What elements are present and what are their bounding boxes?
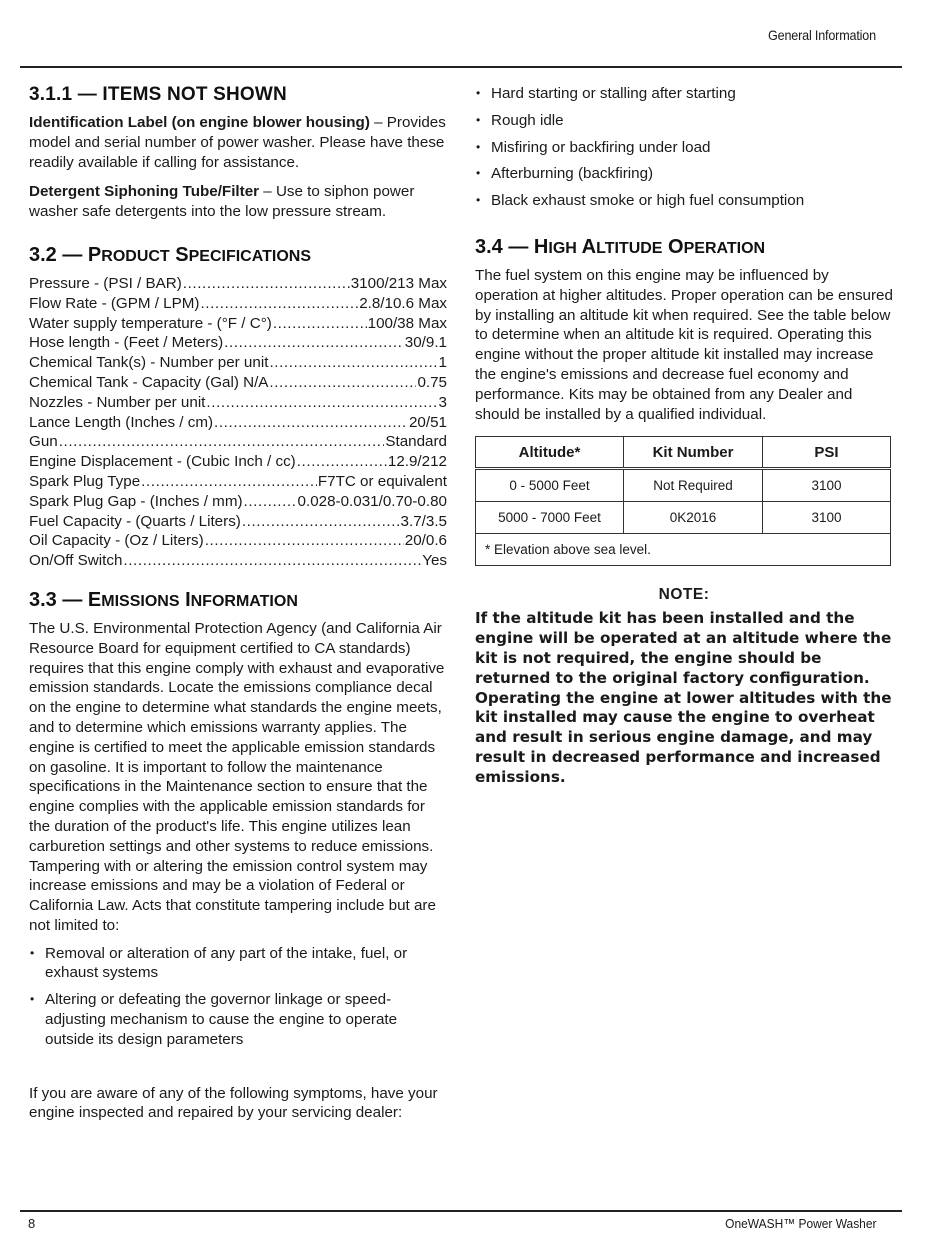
spec-value: 100/38 Max [367,314,447,332]
emissions-body: The U.S. Environmental Protection Agency (and California Air Resource Board for equipment certified to CA standards) requires that this engine comply with exhaust and evaporative emission standards. Locate the emissions compliance decal on the engine to determine what standards the engine meets, and to determine which emissions warranty applies. The engine is certified to meet the applicable emission standards on gasoline. It is important to follow the maintenance specifications in the Maintenance section to ensure that the engine complies with the applicable emission standards for the duration of the product's life. This engine utilizes lean carburetion settings and other systems to reduce emissions. Tampering with or altering the emission control system may increase emissions and may be a violation of Federal or California Law. Acts that constitute tampering include but are not limited to: [29,619,445,934]
spec-row [29,294,447,314]
spec-leader-dots [59,432,385,452]
spec-leader-dots [214,413,408,433]
spec-value: Standard [385,433,447,451]
heading-items-not-shown: 3.1.1 — ITEMS NOT SHOWN [29,84,287,105]
spec-value: 3.7/3.5 [400,512,447,530]
spec-label: Hose length - (Feet / Meters) [29,334,224,352]
spec-label: Fuel Capacity - (Quarts / Liters) [29,512,241,530]
spec-label: On/Off Switch [29,552,123,570]
spec-label: Lance Length (Inches / cm) [29,413,214,431]
heading-smallcaps: MISSIONS [101,592,180,610]
spec-value: 0.75 [417,373,447,391]
spec-leader-dots [200,294,358,314]
spec-leader-dots [269,353,437,373]
table-cell: 0 - 5000 Feet [476,469,624,502]
spec-row [29,314,447,334]
symptoms-list [475,84,893,211]
symptoms-intro: If you are aware of any of the following symptoms, have your engine inspected and repaired by your servicing dealer: [29,1084,438,1122]
heading-cap: H [533,235,549,258]
table-cell: 5000 - 7000 Feet [476,502,624,534]
spec-value: 30/9.1 [404,334,447,352]
spec-value: 12.9/212 [387,453,447,471]
spec-label: Nozzles - Number per unit [29,393,206,411]
spec-leader-dots [206,393,437,413]
spec-leader-dots [269,373,416,393]
detergent-tube-desc: – Use to siphon power washer safe detergents into the low pressure stream. [29,183,415,221]
identification-label-paragraph [29,113,447,172]
spec-value: F7TC or equivalent [317,472,447,490]
identification-label-term: Identification Label (on engine blower housing) [29,114,370,131]
spec-list [29,274,447,571]
detergent-tube-term: Detergent Siphoning Tube/Filter [29,183,260,201]
list-item: • Hard starting or stalling after starting [475,84,893,104]
table-footnote: * Elevation above sea level. [476,534,891,566]
heading-product-specifications [29,244,447,267]
spec-label: Oil Capacity - (Oz / Liters) [29,532,204,550]
heading-high-altitude-operation [475,236,893,259]
spec-label: Chemical Tank(s) - Number per unit [29,354,269,372]
spec-label: Pressure - (PSI / BAR) [29,274,182,292]
heading-cap: E [87,588,102,611]
table-cell: 0K2016 [624,502,763,534]
spec-value: 3 [438,393,447,411]
tampering-list [29,944,447,1050]
identification-label-desc: – Provides model and serial number of power washer. Please have these readily available if calling for assistance. [29,114,446,171]
table-cell: Not Required [624,469,763,502]
heading-number: 3.2 — [29,243,88,266]
spec-leader-dots [183,274,350,294]
altitude-table [475,436,891,566]
right-column [475,84,893,788]
table-row [476,469,891,502]
spec-value: Yes [422,552,447,570]
spec-row [29,531,447,551]
col-header-kit-number: Kit Number [624,437,763,469]
spec-label: Flow Rate - (GPM / LPM) [29,294,200,312]
list-item: • Black exhaust smoke or high fuel consumption [475,191,893,211]
spec-row [29,472,447,492]
spec-row [29,492,447,512]
spec-leader-dots [205,531,404,551]
heading-smallcaps: LTITUDE [596,239,663,257]
spec-leader-dots [273,314,367,334]
col-header-psi: PSI [763,437,891,469]
spec-row [29,551,447,571]
section-label: General Information [768,27,876,43]
heading-cap: I [185,588,191,611]
spec-row [29,353,447,373]
list-item: • Afterburning (backfiring) [475,164,893,184]
list-item: • Altering or defeating the governor linkage or speed-adjusting mechanism to cause the engine to operate outside its design parameters [29,990,447,1049]
heading-emissions-information [29,589,447,612]
heading-number: 3.3 — [29,588,88,611]
detergent-tube-paragraph [29,182,447,222]
spec-row [29,512,447,532]
spec-row [29,373,447,393]
heading-cap: P [87,243,102,266]
spec-leader-dots [141,472,317,492]
spec-label: Engine Displacement - (Cubic Inch / cc) [29,453,296,471]
heading-smallcaps: NFORMATION [190,592,298,610]
heading-smallcaps: IGH [548,239,577,257]
heading-number: 3.4 — [475,235,534,258]
footer-rule [20,1210,902,1212]
spec-leader-dots [123,551,421,571]
header-rule [20,66,902,68]
list-item: • Rough idle [475,111,893,131]
spec-row [29,333,447,353]
spec-leader-dots [224,333,404,353]
table-header-row [476,437,891,469]
list-item: • Removal or alteration of any part of the intake, fuel, or exhaust systems [29,944,447,984]
col-header-altitude: Altitude* [476,437,624,469]
heading-smallcaps: PECIFICATIONS [188,247,311,265]
table-footnote-row [476,534,891,566]
heading-smallcaps: RODUCT [101,247,170,265]
spec-value: 0.028-0.031/0.70-0.80 [297,492,447,510]
heading-smallcaps: PERATION [683,239,766,257]
page-number: 8 [28,1216,36,1231]
spec-row [29,452,447,472]
list-item: • Misfiring or backfiring under load [475,138,893,158]
spec-row [29,413,447,433]
altitude-body: The fuel system on this engine may be influenced by operation at higher altitudes. Proper operation can be ensured by installing an altitude kit when required. See the table below to determine when an altitude kit is required. Operating this engine without the proper altitude kit installed may increase the engine's emissions and decrease fuel economy and performance. Kits may be obtained from any Dealer and should be installed by a qualified individual. [475,266,893,423]
heading-cap: A [581,235,597,258]
heading-cap: O [668,235,684,258]
spec-leader-dots [244,492,297,512]
table-cell: 3100 [763,469,891,502]
spec-label: Gun [29,433,58,451]
spec-label: Spark Plug Gap - (Inches / mm) [29,492,243,510]
spec-leader-dots [297,452,387,472]
spec-label: Water supply temperature - (°F / C°) [29,314,272,332]
table-row [476,502,891,534]
spec-value: 1 [438,354,447,372]
spec-value: 20/0.6 [404,532,447,550]
spec-label: Spark Plug Type [29,472,141,490]
spec-leader-dots [242,512,400,532]
spec-value: 3100/213 Max [350,274,447,292]
left-column [29,80,447,1123]
spec-row [29,393,447,413]
heading-cap: S [175,243,189,266]
spec-row [29,432,447,452]
note-body: If the altitude kit has been installed and the engine will be operated at an altitude where the kit is not required, the engine should be returned to the original factory configuration. Operating the engine at lower altitudes with the kit installed may cause the engine to overheat and result in serious engine damage, and may result in decreased performance and increased emissions. [475,609,892,786]
spec-label: Chemical Tank - Capacity (Gal) N/A [29,373,269,391]
spec-value: 2.8/10.6 Max [359,294,447,312]
note-title: NOTE: [658,586,710,604]
product-name: OneWASH™ Power Washer [724,1216,876,1231]
table-cell: 3100 [763,502,891,534]
spec-value: 20/51 [408,413,447,431]
spec-row [29,274,447,294]
